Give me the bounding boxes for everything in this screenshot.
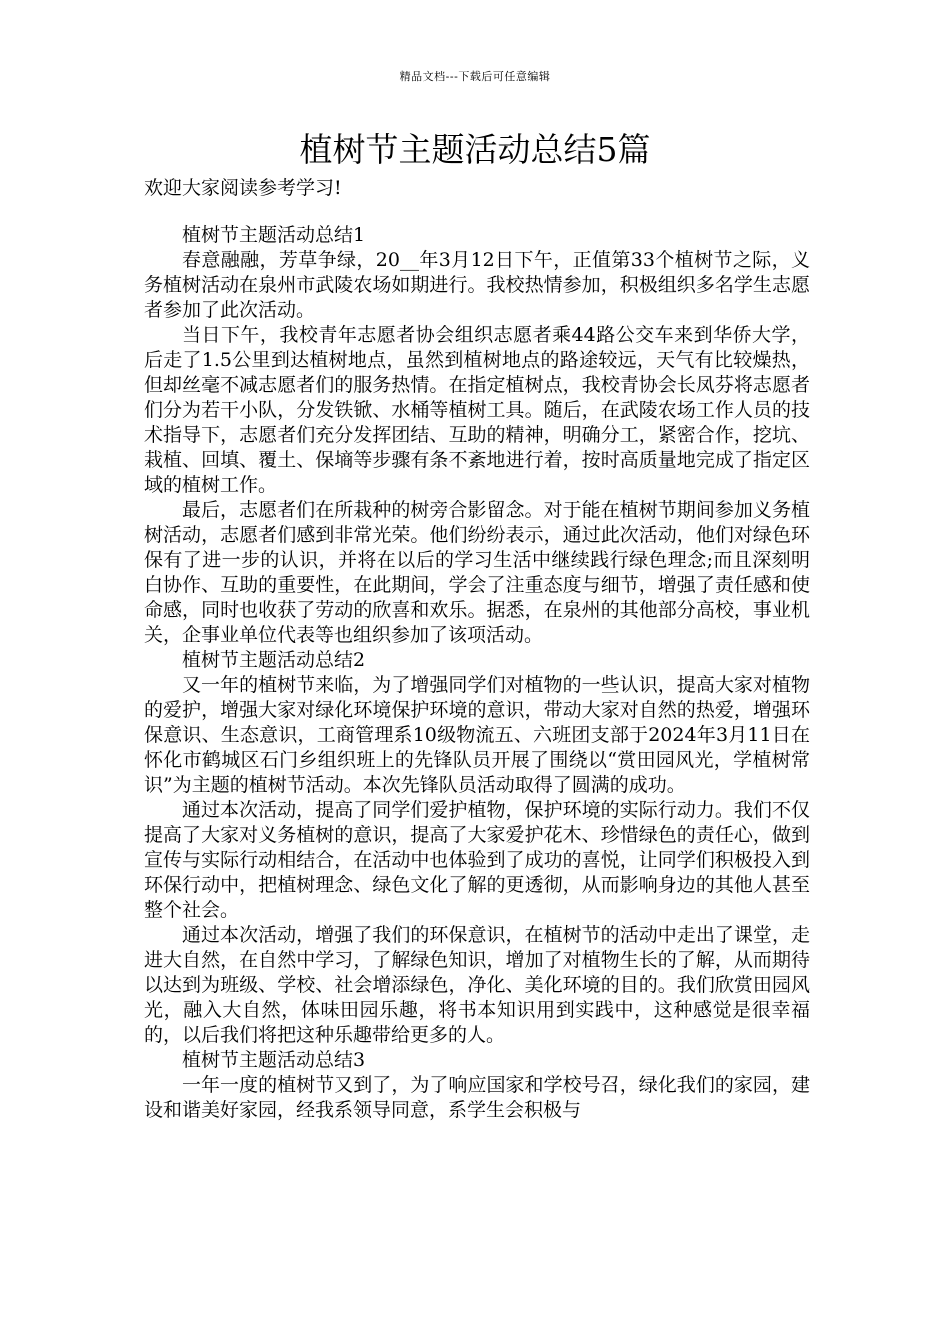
paragraph: 最后，志愿者们在所栽种的树旁合影留念。对于能在植树节期间参加义务植树活动，志愿者们感到非常光荣。他们纷纷表示，通过此次活动，他们对绿色环保有了进一步的认识，并将在以后的学习生活中继续践行绿色理念;而且深刻明白协作、互助的重要性，在此期间，学会了注重态度与细节，增强了责任感和使命感，同时也收获了劳动的欣喜和欢乐。据悉，在泉州的其他部分高校，事业机关，企事业单位代表等也组织参加了该项活动。 (144, 499, 810, 646)
intro-text: 欢迎大家阅读参考学习! (144, 177, 342, 199)
paragraph: 又一年的植树节来临，为了增强同学们对植物的一些认识，提高大家对植物的爱护，增强大家对绿化环境保护环境的意识，带动大家对自然的热爱，增强环保意识、生态意识，工商管理系10级物流五、六班团支部于2024年3月11日在怀化市鹤城区石门乡组织班上的先锋队员开展了围绕以“赏田园风光，学植树常识”为主题的植树节活动。本次先锋队员活动取得了圆满的成功。 (144, 674, 810, 796)
section-heading: 植树节主题活动总结1 (182, 224, 366, 246)
paragraph: 通过本次活动，提高了同学们爱护植物，保护环境的实际行动力。我们不仅提高了大家对义务植树的意识，提高了大家爱护花木、珍惜绿色的责任心，做到宣传与实际行动相结合，在活动中也体验到了成功的喜悦，让同学们积极投入到环保行动中，把植树理念、绿色文化了解的更透彻，从而影响身边的其他人甚至整个社会。 (144, 799, 810, 921)
page-title: 植树节主题活动总结5篇 (299, 130, 651, 169)
header-note: 精品文档---下载后可任意编辑 (399, 70, 551, 83)
paragraph: 当日下午，我校青年志愿者协会组织志愿者乘44路公交车来到华侨大学，后走了1.5公里到达植树地点，虽然到植树地点的路途较远，天气有比较燥热，但却丝毫不减志愿者们的服务热情。在指定植树点，我校青协会长凤芬将志愿者们分为若干小队，分发铁锨、水桶等植树工具。随后，在武陵农场工作人员的技术指导下，志愿者们充分发挥团结、互助的精神，明确分工，紧密合作，挖坑、栽植、回填、覆土、保墒等步骤有条不紊地进行着，按时高质量地完成了指定区域的植树工作。 (144, 324, 810, 496)
section-heading: 植树节主题活动总结3 (182, 1049, 366, 1071)
paragraph: 通过本次活动，增强了我们的环保意识，在植树节的活动中走出了课堂，走进大自然，在自然中学习，了解绿色知识，增加了对植物生长的了解，从而期待以达到为班级、学校、社会增添绿色，净化、美化环境的目的。我们欣赏田园风光，融入大自然，体味田园乐趣，将书本知识用到实践中，这种感觉是很幸福的，以后我们将把这种乐趣带给更多的人。 (144, 924, 810, 1046)
section-heading: 植树节主题活动总结2 (182, 649, 366, 671)
paragraph: 春意融融，芳草争绿，20__年3月12日下午，正值第33个植树节之际，义务植树活动在泉州市武陵农场如期进行。我校热情参加，积极组织多名学生志愿者参加了此次活动。 (144, 249, 810, 321)
paragraph: 一年一度的植树节又到了，为了响应国家和学校号召，绿化我们的家园，建设和谐美好家园，经我系领导同意，系学生会积极与 (144, 1074, 810, 1121)
document-body (144, 223, 810, 1123)
